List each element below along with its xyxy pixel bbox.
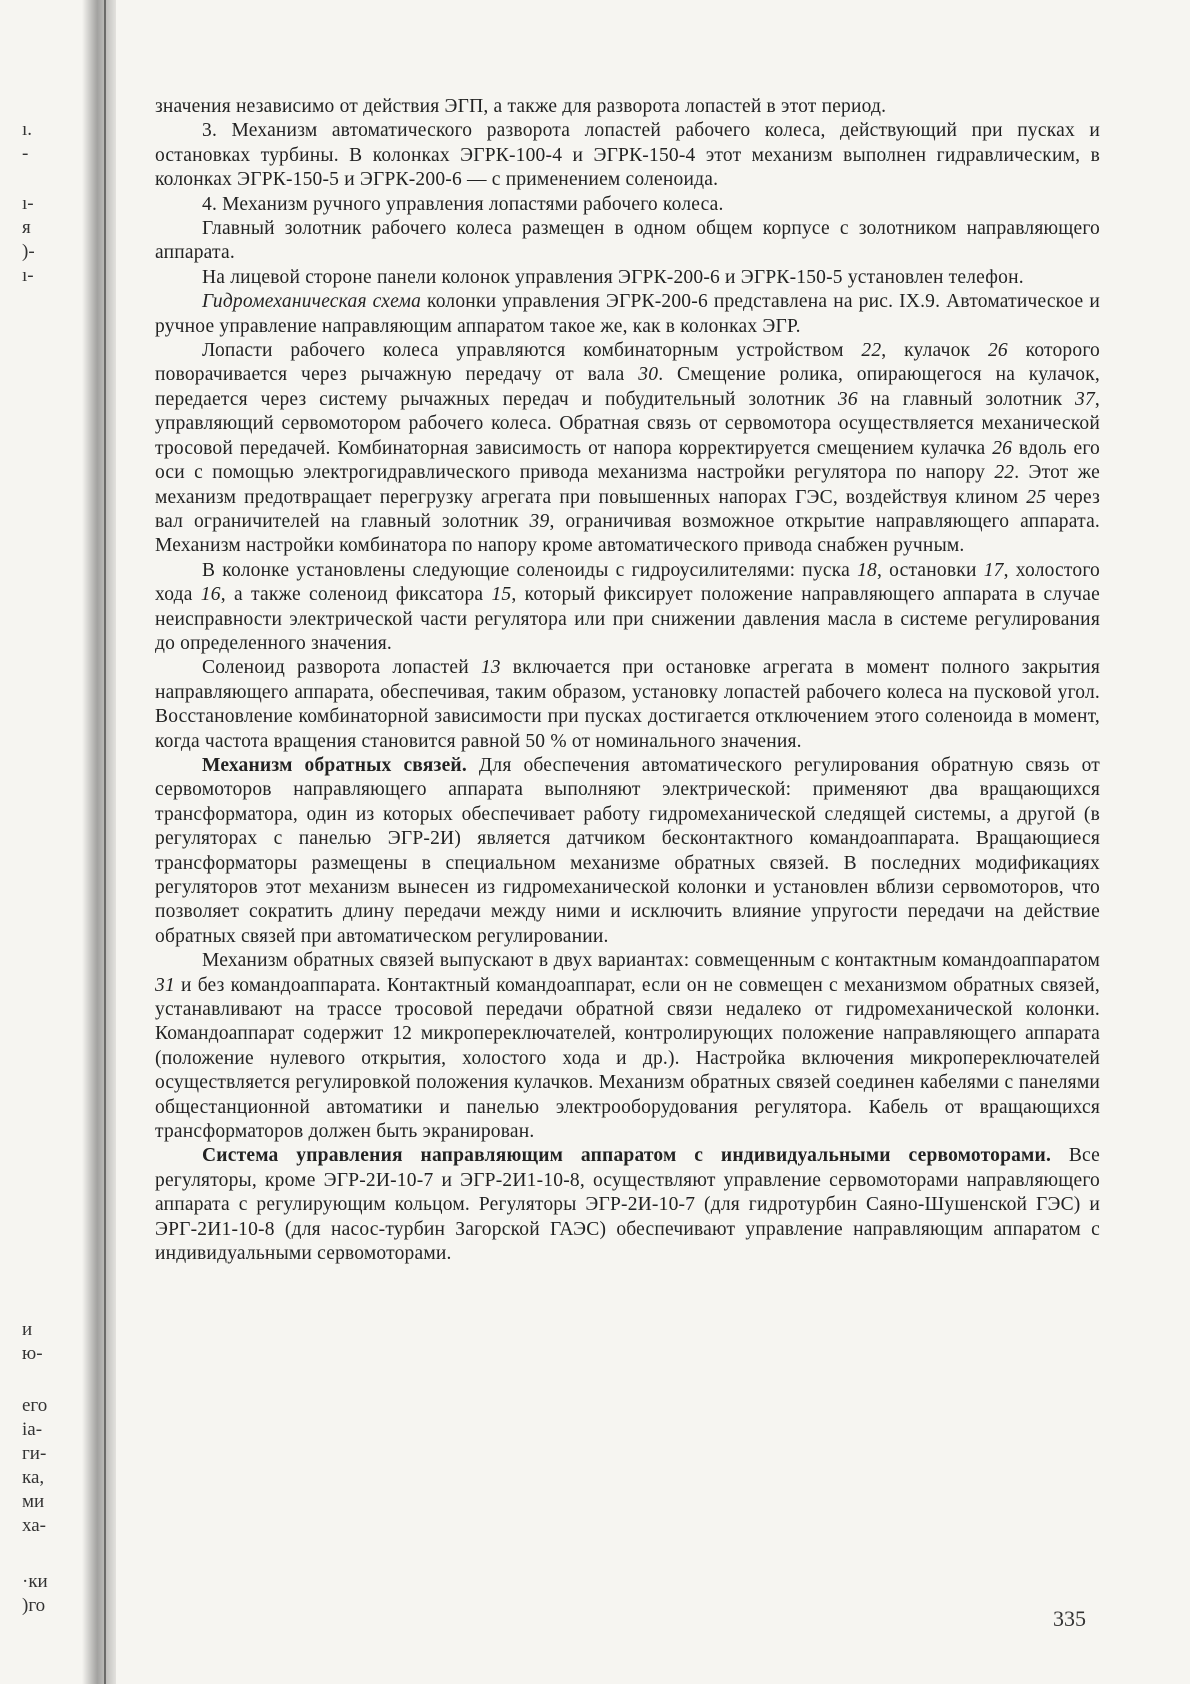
paragraph: На лицевой стороне панели колонок управления ЭГРК-200-6 и ЭГРК-150-5 установлен телефон. — [202, 266, 1024, 288]
margin-fragment: )- — [22, 241, 35, 262]
paragraph: Механизм обратных связей. Для обеспечения автоматического регулирования обратную связь от сервомоторов направляющего аппарата выполняют электрической: применяют два вращающихся трансформатора, один из которых обеспечивает работу гидромеханической следящей системы, а другой (в регуляторах с панелью ЭГР-2И) является датчиком бесконтактного командоаппарата. Вращающиеся трансформаторы размещены в специальном механизме обратных связей. В последних модификациях регуляторов этот механизм вынесен из гидромеханической колонки и установлен вблизи сервомоторов, что позволяет сократить длину передачи между ними и исключить влияние упругости передачи на действие обратных связей при автоматическом регулировании. — [155, 754, 1100, 947]
item-number: 18 — [857, 559, 877, 581]
paragraph: Главный золотник рабочего колеса размещен в одном общем корпусе с золотником направляющего аппарата. — [155, 218, 1100, 264]
section-heading: Механизм обратных связей. — [202, 754, 467, 776]
paragraph: Лопасти рабочего колеса управляются комбинаторным устройством 22, кулачок 26 которого поворачивается через рычажную передачу от вала 30. Смещение ролика, опирающегося на кулачок, передается через систему рычажных передач и побудительный золотник 36 на главный золотник 37, управляющий сервомотором рабочего колеса. Обратная связь от сервомотора осуществляется механической тросовой передачей. Комбинаторная зависимость от напора корректируется смещением кулачка 26 вдоль его оси с помощью электрогидравлического привода механизма настройки регулятора по напору 22. Этот же механизм предотвращает перегрузку агрегата при повышенных напорах ГЭС, воздействуя клином 25 через вал ограничителей на главный золотник 39, ограничивая возможное открытие направляющего аппарата. Механизм настройки комбинатора по напору кроме автоматического привода снабжен ручным. — [155, 340, 1100, 557]
item-number: 22 — [994, 462, 1015, 484]
margin-fragment: ia- — [22, 1419, 43, 1440]
margin-fragment: ı- — [22, 265, 34, 286]
item-number: 26 — [992, 437, 1013, 459]
item-number: 37 — [1075, 388, 1095, 410]
paragraph: Соленоид разворота лопастей 13 включается при остановке агрегата в момент полного закрытия направляющего аппарата, обеспечивая, таким образом, установку лопастей рабочего колеса на пусковой угол. Восстановление комбинаторной зависимости при пусках достигается отключением этого соленоида в момент, когда частота вращения становится равной 50 % от номинального значения. — [155, 657, 1100, 752]
item-number: 16 — [200, 584, 221, 606]
item-number: 22 — [861, 340, 882, 362]
margin-fragment: его — [22, 1395, 48, 1416]
item-number: 36 — [837, 388, 858, 410]
margin-fragment: )го — [22, 1595, 46, 1616]
binding-edge — [104, 0, 106, 1684]
paragraph: значения независимо от действия ЭГП, а также для разворота лопастей в этот период. — [155, 96, 887, 117]
margin-fragment: и — [22, 1319, 33, 1340]
item-number: 30 — [638, 364, 659, 386]
item-number: 31 — [155, 974, 175, 996]
paragraph: 3. Механизм автоматического разворота лопастей рабочего колеса, действующий при пусках и остановках турбины. В колонках ЭГРК-100-4 и ЭГРК-150-4 этот механизм выполнен гидравлическим, в колонках ЭГРК-150-5 и ЭГРК-200-6 — с применением соленоида. — [155, 120, 1100, 191]
margin-fragment: я — [22, 217, 31, 238]
margin-fragment: ха- — [22, 1515, 47, 1536]
paragraph: Система управления направляющим аппаратом с индивидуальными сервомоторами. Все регуляторы, кроме ЭГР-2И-10-7 и ЭГР-2И1-10-8, осуществляют управление сервомоторами направляющего аппарата с регулирующим кольцом. Регуляторы ЭГР-2И-10-7 (для гидротурбин Саяно-Шушенской ГЭС) и ЭРГ-2И1-10-8 (для насос-турбин Загорской ГАЭС) обеспечивают управление направляющим аппаратом с индивидуальными сервомоторами. — [155, 1145, 1100, 1265]
margin-fragment: ı. — [22, 119, 33, 140]
item-number: 26 — [987, 340, 1008, 362]
item-number: 15 — [491, 584, 512, 606]
item-number: 39 — [529, 510, 550, 532]
margin-fragment: ю- — [22, 1343, 43, 1364]
italic-term: Гидромеханическая схема — [202, 291, 422, 313]
margin-fragment: - — [22, 143, 29, 164]
page-number: 335 — [1053, 1606, 1086, 1631]
paragraph: 4. Механизм ручного управления лопастями рабочего колеса. — [202, 193, 724, 215]
paragraph: В колонке установлены следующие соленоиды с гидроусилителями: пуска 18, остановки 17, холостого хода 16, а также соленоид фиксатора 15, который фиксирует положение направляющего аппарата в случае неисправности электрической части регулятора или при снижении давления масла в системе регулирования до определенного значения. — [155, 559, 1100, 654]
margin-fragment: ми — [22, 1491, 45, 1512]
item-number: 13 — [480, 657, 501, 679]
item-number: 25 — [1026, 486, 1047, 508]
paragraph: Гидромеханическая схема колонки управления ЭГРК-200-6 представлена на рис. IX.9. Автоматическое и ручное управление направляющим аппаратом такое же, как в колонках ЭГР. — [155, 291, 1100, 337]
margin-fragment: ı- — [22, 193, 34, 214]
item-number: 17 — [983, 559, 1004, 581]
margin-fragment: ·ки — [22, 1571, 48, 1592]
margin-fragment: ка, — [22, 1467, 45, 1488]
paragraph: Механизм обратных связей выпускают в двух вариантах: совмещенным с контактным командоаппаратом 31 и без командоаппарата. Контактный командоаппарат, если он не совмещен с механизмом обратных связей, устанавливают на трассе тросовой передачи обратной связи недалеко от гидромеханической колонки. Командоаппарат содержит 12 микропереключателей, контролирующих положение направляющего аппарата (положение нулевого открытия, холостого хода и др.). Настройка включения микропереключателей осуществляется регулировкой положения кулачков. Механизм обратных связей соединен кабелями с панелями общестанционной автоматики и панелью электрооборудования регулятора. Кабель от вращающихся трансформаторов должен быть экранирован. — [155, 950, 1100, 1143]
section-heading: Система управления направляющим аппаратом с индивидуальными сервомоторами. — [202, 1145, 1052, 1167]
page-body — [155, 95, 1100, 1267]
margin-fragment: ги- — [22, 1443, 47, 1464]
binding-shadow — [82, 0, 116, 1684]
